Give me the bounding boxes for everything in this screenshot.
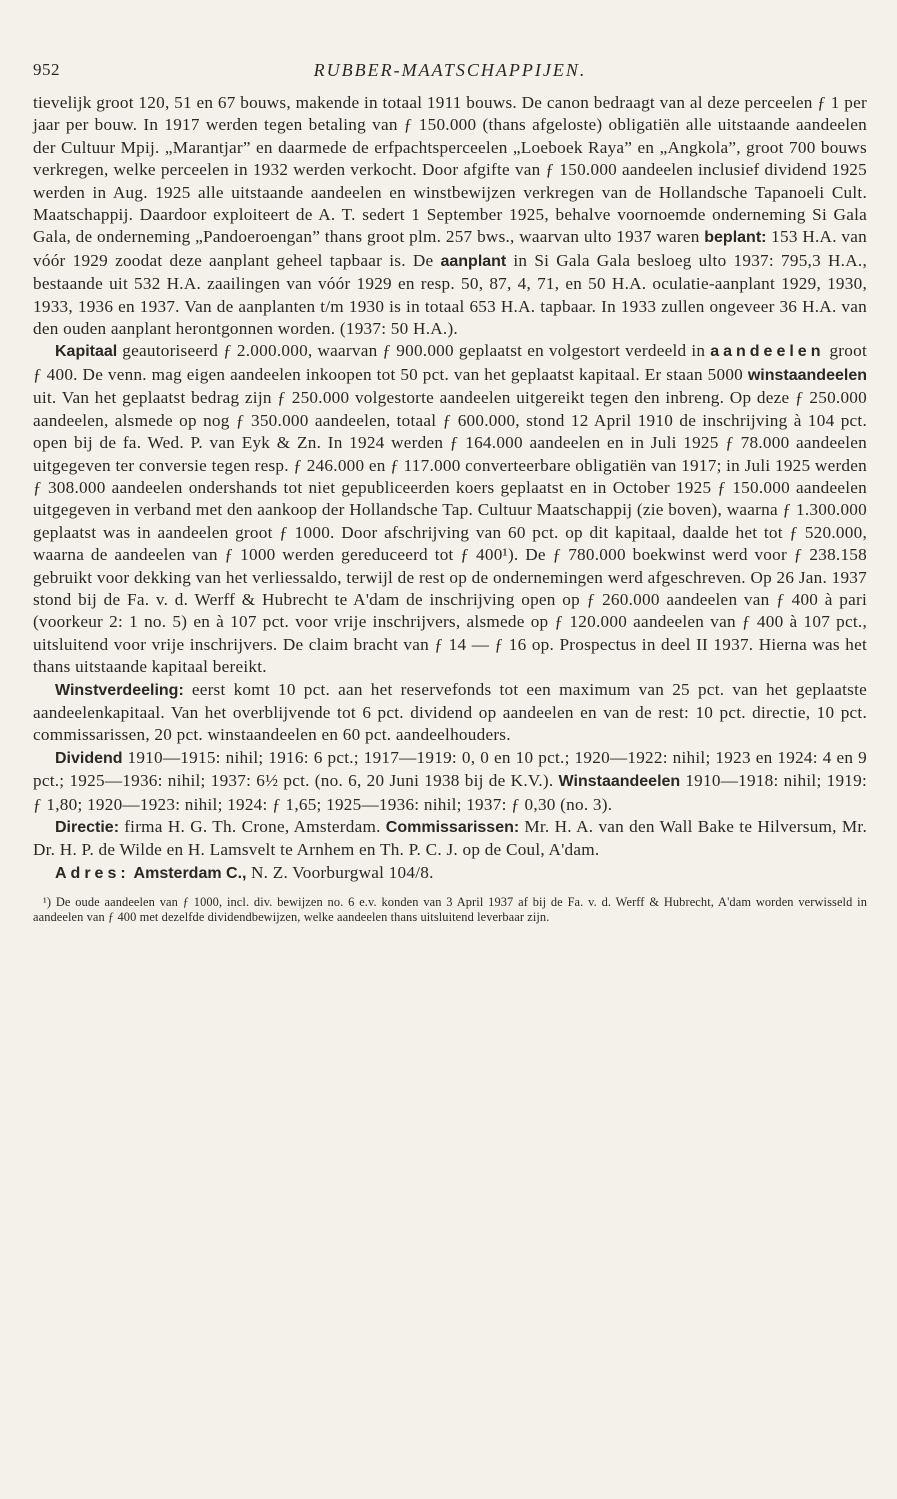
paragraph-intro (33, 92, 867, 340)
winstverdeeling-label: Winstverdeeling: (55, 681, 184, 699)
beplant-label: beplant: (704, 229, 767, 247)
paragraph-kapitaal (33, 340, 867, 678)
aandeelen-label: aandeelen (710, 343, 825, 361)
dividend-label: Dividend (55, 749, 123, 767)
page-header (33, 60, 867, 92)
footnote (33, 895, 867, 925)
paragraph-winstverdeeling (33, 679, 867, 747)
dividend-text: 1910—1915: nihil; 1916: 6 pct.; 1917—1919: 0, 0 en 10 pct.; 1920—1922: nihil; 1923 en 1924: 4 en 9 pct.; 1925—1936: nihil; 1937: 6½ pct. (no. 6, 20 Juni 1938 bij de K.V.). (33, 747, 867, 791)
adres-text: N. Z. Voorburgwal 104/8. (246, 862, 434, 882)
beplant-text: 153 H.A. van vóór 1929 zoodat deze aanplant geheel tapbaar is. De (33, 227, 867, 270)
winstaandeelen-dividend-text: 1910—1918: nihil; 1919: ƒ 1,80; 1920—1923: nihil; 1924: ƒ 1,65; 1925—1936: nihil; 1937: ƒ 0,30 (no. 3). (33, 771, 868, 814)
intro-text: tievelijk groot 120, 51 en 67 bouws, makende in totaal 1911 bouws. De canon bedraagt van al deze perceelen ƒ 1 per jaar per bouw. In 1917 werden tegen betaling van ƒ 150.000 (thans afgeloste) obligatiën alle uitstaande aandeelen der Cultuur Mpij. „Marantjar” en daarmede de erfpachtsperceelen „Loeboek Raya” en „Angkola”, groot 700 bouws verkregen, welke perceelen in 1932 werden verkocht. Door afgifte van ƒ 150.000 aandeelen inclusief dividend 1925 werden in Aug. 1925 alle uitstaande aandeelen en winstbewijzen verkregen van de Hollandsche Tapanoeli Cult. Maatschappij. Daardoor exploiteert de A. T. sedert 1 September 1925, behalve voornoemde onderneming Si Gala Gala, de onderneming „Pandoeroengan” thans groot plm. 257 bws., waarvan ulto 1937 waren (33, 93, 867, 247)
paragraph-directie (33, 816, 867, 862)
aanplant-text: in Si Gala Gala besloeg ulto 1937: 795,3 H.A., bestaande uit 532 H.A. zaailingen van vóór 1929 en resp. 50, 87, 4, 71, en 50 H.A. oculatie-aanplant 1929, 1930, 1933, 1936 en 1937. Van de aanplanten t/m 1930 is in totaal 653 H.A. tapbaar. In 1933 zullen ongeveer 36 H.A. van den ouden aanplant herontgonnen worden. (1937: 50 H.A.). (33, 250, 867, 339)
page (33, 60, 867, 925)
page-number: 952 (33, 60, 60, 79)
kapitaal-text-2: groot ƒ 400. De venn. mag eigen aandeelen inkoopen tot 50 pct. van het geplaatst kapitaal. Er staan 5000 (33, 341, 867, 384)
kapitaal-text-3: uit. Van het geplaatst bedrag zijn ƒ 250.000 volgestorte aandeelen uitgereikt tegen den inbreng. Op deze ƒ 250.000 aandeelen, alsmede op nog ƒ 350.000 aandeelen, totaal ƒ 600.000, stond 12 April 1910 de inschrijving à 104 pct. open bij de fa. Wed. P. van Eyk & Zn. In 1924 werden ƒ 164.000 aandeelen en in Juli 1925 ƒ 78.000 aandeelen uitgegeven ter conversie tegen resp. ƒ 246.000 en ƒ 117.000 converteerbare obligatiën van 1917; in Juli 1925 werden ƒ 308.000 aandeelen ondershands tot niet gepubliceerden koers geplaatst en in October 1925 ƒ 150.000 aandeelen uitgegeven in verband met den aankoop der Hollandsche Tap. Cultuur Maatschappij (zie boven), waarna ƒ 1.300.000 geplaatst was in aandeelen groot ƒ 1000. Door afschrijving van 60 pct. op dit kapitaal, daalde het tot ƒ 520.000, waarna de aandeelen van ƒ 1000 werden gereduceerd tot ƒ 400¹). De ƒ 780.000 boekwinst werd voor ƒ 238.158 gebruikt voor dekking van het verliessaldo, terwijl de rest op de ondernemingen werd afgeschreven. Op 26 Jan. 1937 stond bij de Fa. v. d. Werff & Hubrecht te A'dam de inschrijving open op ƒ 260.000 aandeelen van ƒ 400 à pari (voorkeur 2: 1 no. 5) en à 107 pct. voor vrije inschrijvers, alsmede op ƒ 120.000 aandeelen van ƒ 400 à 107 pct., uitsluitend voor vrije inschrijvers. De claim bracht van ƒ 14 — ƒ 16 op. Prospectus in deel II 1937. Hierna was het thans uitstaande kapitaal bereikt. (33, 388, 867, 677)
winstaandeelen-label: winstaandeelen (747, 366, 867, 384)
kapitaal-label: Kapitaal (55, 343, 118, 361)
kapitaal-text-1: geautoriseerd ƒ 2.000.000, waarvan ƒ 900.000 geplaatst en volgestort verdeeld in (117, 341, 711, 361)
commissarissen-text: Mr. H. A. van den Wall Bake te Hilversum, Mr. Dr. H. P. de Wilde en H. Lamsvelt te Arnhem en Th. P. C. J. op de Coul, A'dam. (33, 817, 867, 860)
adres-label: Adres: (55, 864, 130, 882)
footnote-text: ¹) De oude aandeelen van ƒ 1000, incl. div. bewijzen no. 6 e.v. konden van 3 April 1937 af bij de Fa. v. d. Werff & Hubrecht, A'dam worden verwisseld in aandeelen van ƒ 400 met dezelfde dividendbewijzen, welke aandeelen thans uitsluitend leverbaar zijn. (33, 895, 867, 925)
winstaandeelen-dividend-label: Winstaandeelen (558, 773, 681, 791)
aanplant-label: aanplant (440, 252, 507, 270)
paragraph-dividend (33, 747, 867, 816)
running-title: RUBBER-MAATSCHAPPIJEN. (313, 60, 587, 80)
directie-text: firma H. G. Th. Crone, Amsterdam. (119, 817, 386, 836)
body-text (33, 92, 867, 885)
winstverdeeling-text: eerst komt 10 pct. aan het reservefonds tot een maximum van 25 pct. van het geplaatste aandeelenkapitaal. Van het overblijvende tot 6 pct. dividend op aandeelen en van de rest: 10 pct. directie, 10 pct. commissarissen, 20 pct. winstaandeelen en 60 pct. aandeelhouders. (33, 679, 867, 745)
directie-label: Directie: (55, 819, 120, 836)
adres-city: Amsterdam C., (129, 864, 247, 882)
commissarissen-label: Commissarissen: (385, 819, 520, 836)
paragraph-adres (33, 862, 867, 885)
